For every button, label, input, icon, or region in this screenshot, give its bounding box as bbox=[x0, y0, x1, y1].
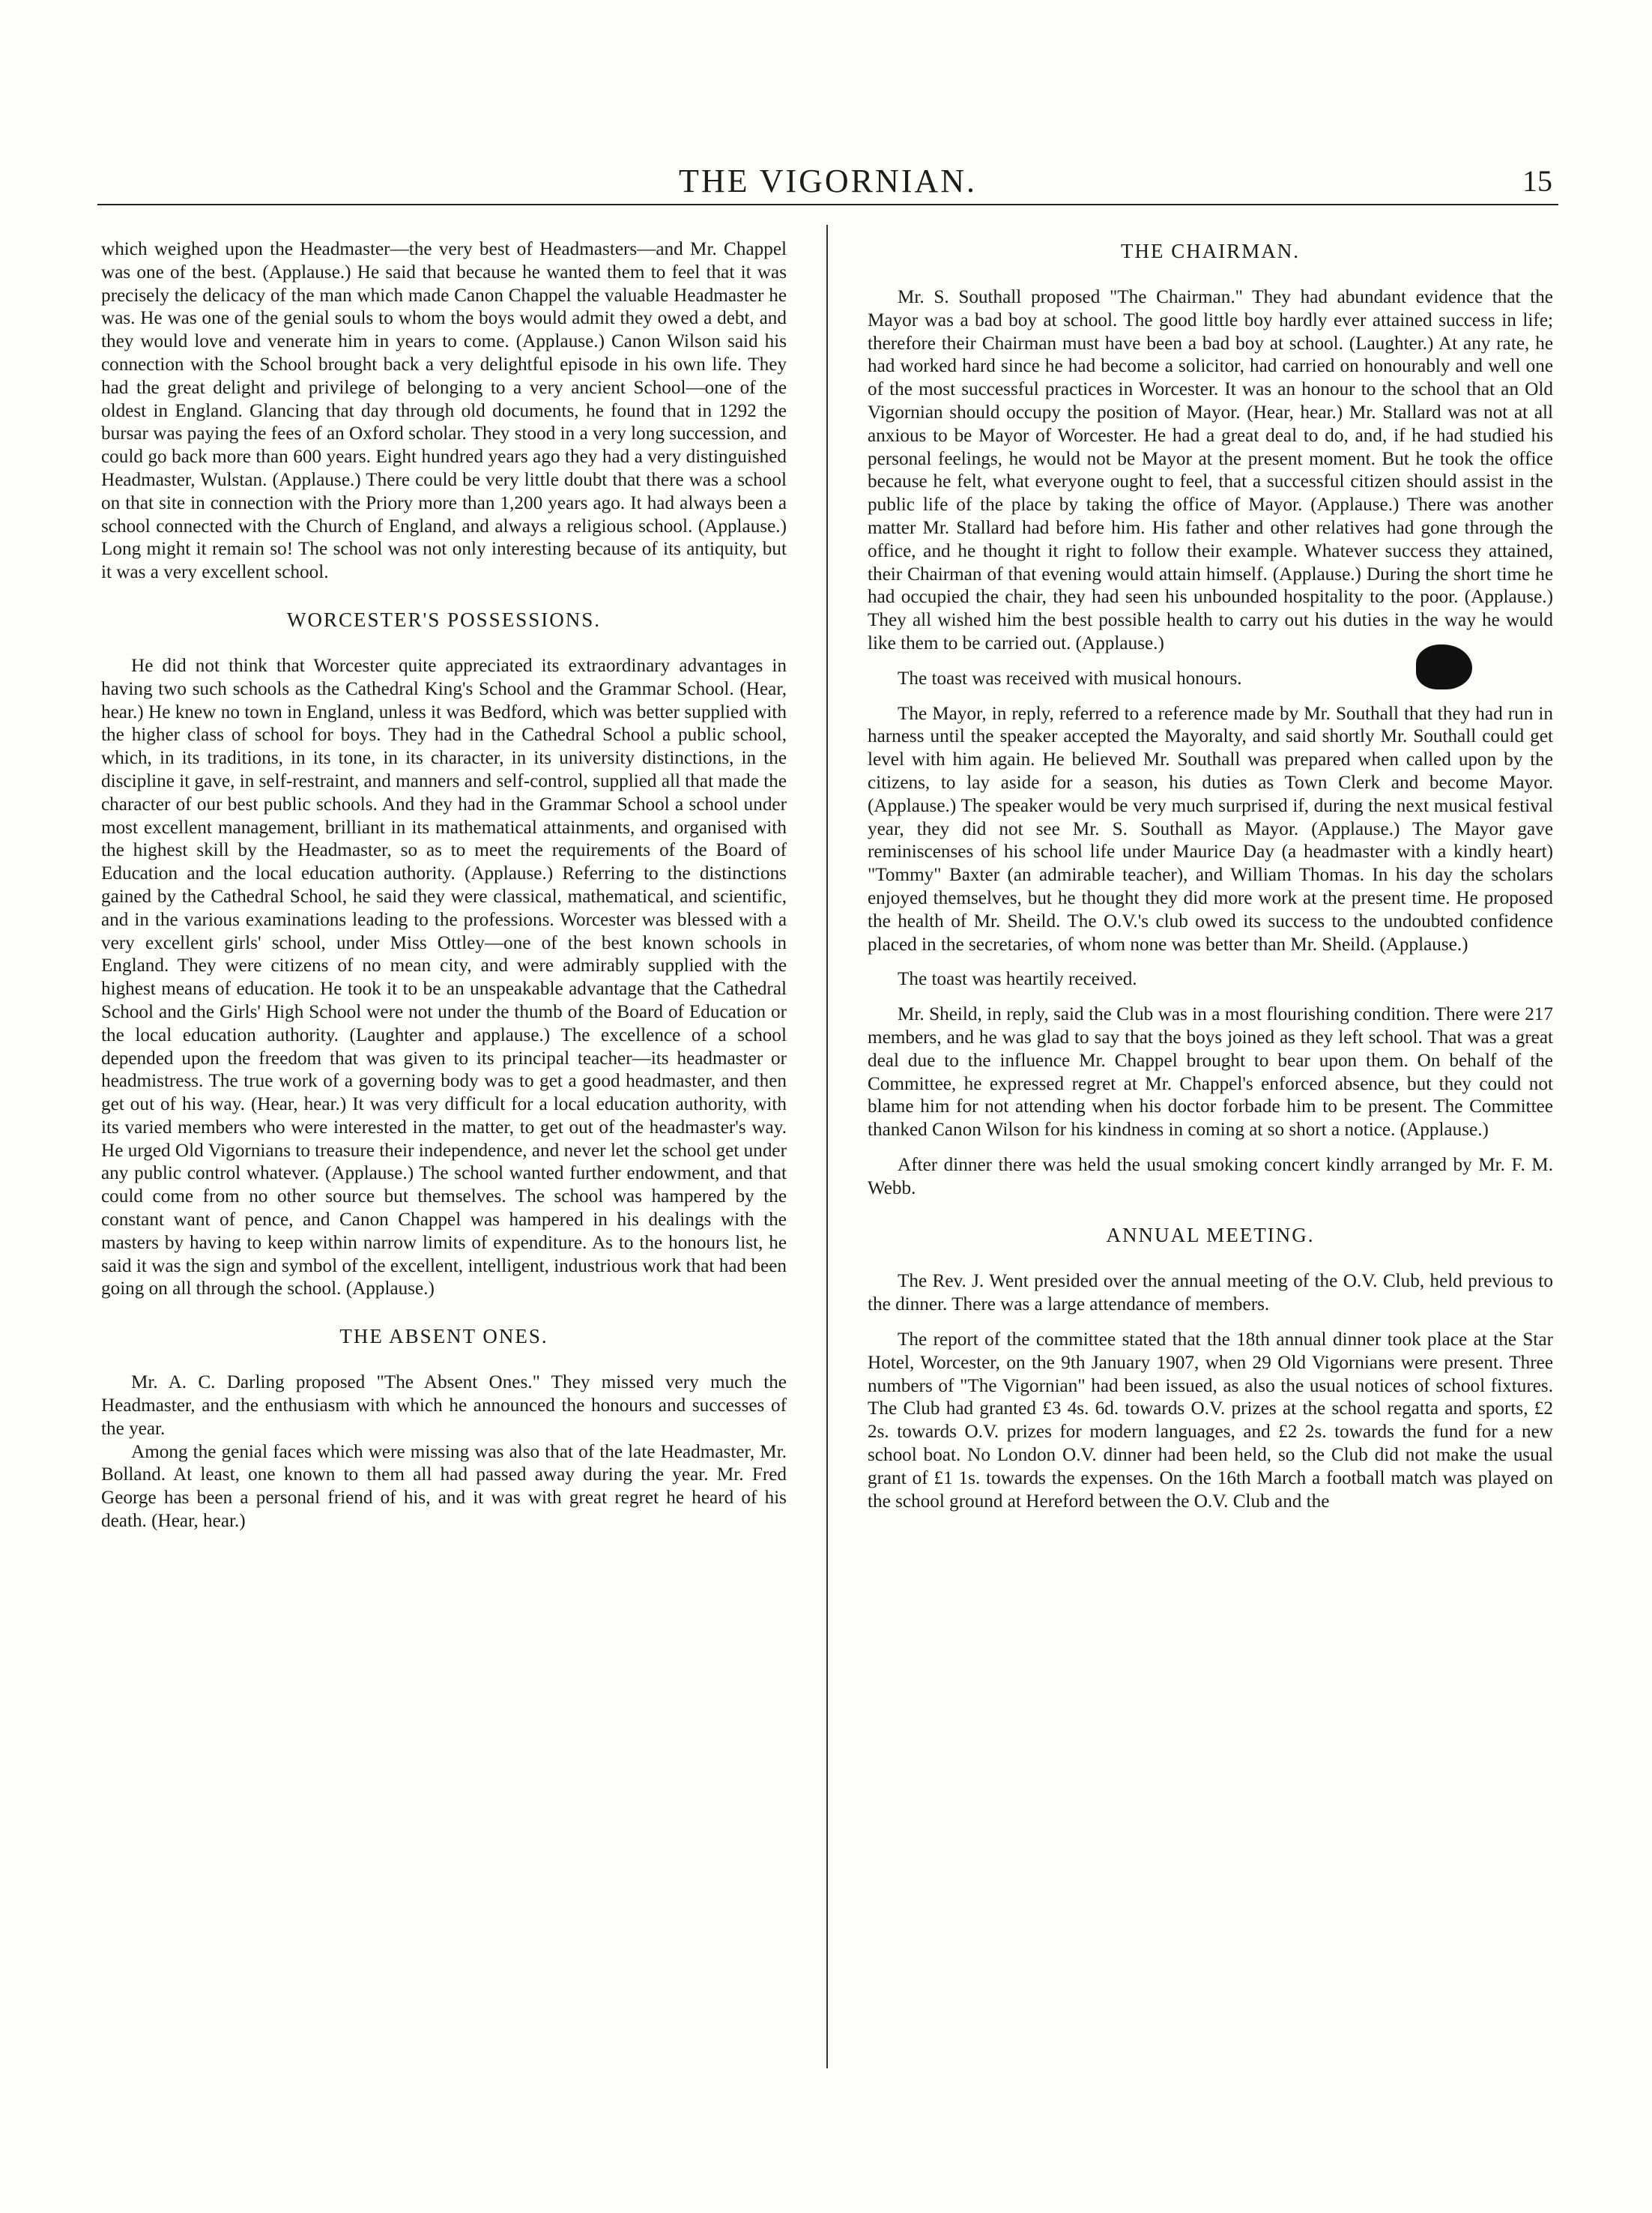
section-heading-chairman: THE CHAIRMAN. bbox=[1121, 240, 1300, 262]
section-heading-worcesters-possessions: WORCESTER'S POSSESSIONS. bbox=[287, 608, 601, 631]
column-divider bbox=[826, 225, 828, 2068]
page-header bbox=[97, 159, 1558, 205]
page-number: 15 bbox=[1522, 164, 1552, 198]
paragraph-sheild-reply: Mr. Sheild, in reply, said the Club was in a most flourishing condition. There were 217 members, and he was glad to say that the boys joined as they left school. That was a great deal due to the influence Mr. Chappel brought to bear upon them. On behalf of the Committee, he expressed regret at Mr. Chappel's enforced absence, but they could not blame him for not attending when his doctor forbade him to be present. The Committee thanked Canon Wilson for his kindness in coming at so short a notice. (Applause.) bbox=[868, 1004, 1553, 1141]
section-heading-annual-meeting: ANNUAL MEETING. bbox=[1106, 1224, 1315, 1247]
journal-title: THE VIGORNIAN. bbox=[678, 163, 978, 199]
left-column bbox=[101, 238, 787, 1533]
paragraph-toast-received: The toast was received with musical honours. bbox=[898, 668, 1242, 689]
paragraph-absent-ones: Mr. A. C. Darling proposed "The Absent Ones." They missed very much the Headmaster, and the enthusiasm with which he announced the honours and successes of the year. bbox=[101, 1372, 787, 1439]
ink-blot bbox=[1416, 644, 1472, 689]
paragraph-missing-faces: Among the genial faces which were missing was also that of the late Headmaster, Mr. Bolland. At least, one known to them all had passed away during the year. Mr. Fred George has been a personal friend of his, and it was with great regret he heard of his death. (Hear, hear.) bbox=[101, 1441, 787, 1532]
paragraph-toast-heartily: The toast was heartily received. bbox=[898, 969, 1137, 990]
right-column bbox=[868, 238, 1553, 1513]
paragraph-committee-report: The report of the committee stated that the 18th annual dinner took place at the Star Hotel, Worcester, on the 9th January 1907, when 29 Old Vigornians were present. Three numbers of "The Vigornian" had been issued, as also the usual notices of school fixtures. The Club had granted £3 4s. 6d. towards O.V. prizes at the school regatta and sports, £2 2s. towards O.V. prizes for modern languages, and £2 2s. towards the fund for a new school boat. No London O.V. dinner had been held, so the Club did not make the usual grant of £1 1s. towards the expenses. On the 16th March a football match was played on the school ground at Hereford between the O.V. Club and the bbox=[868, 1329, 1553, 1512]
paragraph-worcester: He did not think that Worcester quite appreciated its extraordinary advantages in having two such schools as the Cathedral King's School and the Grammar School. (Hear, hear.) He knew no town in England, unless it was Bedford, which was better supplied with the higher class of school for boys. They had in the Cathedral School a public school, which, in its traditions, in its tone, in its character, in its university distinctions, in the discipline it gave, in self-restraint, and manners and self-control, supplied all that made the character of our best public schools. And they had in the Grammar School a school under most excellent management, brilliant in its mathematical attainments, and organised with the highest skill by the Headmaster, so as to meet the requirements of the Board of Education and the local education authority. (Applause.) Referring to the distinctions gained by the Cathedral School, he said they were classical, mathematical, and scientific, and in the various examinations leading to the professions. Worcester was blessed with a very excellent girls' school, under Miss Ottley—one of the best known schools in England. They were citizens of no mean city, and were admirably supplied with the highest means of education. He took it to be an unspeakable advantage that the Cathedral School and the Girls' High School were not under the thumb of the Board of Education or the local education authority. (Laughter and applause.) The excellence of a school depended upon the freedom that was given to its principal teacher—its headmaster or headmistress. The true work of a governing body was to get a good headmaster, and then get out of his way. (Hear, hear.) It was very difficult for a local education authority, with its varied members who were interested in the matter, to get out of the headmaster's way. He urged Old Vigornians to treasure their independence, and never let the school get under any public control whatever. (Applause.) The school wanted further endowment, and that could come from no other source but themselves. The school was hampered by the constant want of pence, and Canon Chappel was hampered in his dealings with the masters by having to keep within narrow limits of expenditure. As to the honours list, he said it was the sign and symbol of the excellent, intelligent, industrious work that had been going on all through the school. (Applause.) bbox=[101, 655, 787, 1299]
paragraph-mayor-reply: The Mayor, in reply, referred to a reference made by Mr. Southall that they had run in harness until the speaker accepted the Mayoralty, and said shortly Mr. Southall could get level with him again. He believed Mr. Southall was prepared when called upon by the citizens, to lay aside for a season, his duties as Town Clerk and become Mayor. (Applause.) The speaker would be very much surprised if, during the next musical festival year, they did not see Mr. S. Southall as Mayor. (Applause.) The Mayor gave reminiscenses of his school life under Maurice Day (a headmaster with a kindly heart) "Tommy" Baxter (an admirable teacher), and William Thomas. In his day the scholars enjoyed themselves, but he thought they did more work at the present time. He proposed the health of Mr. Sheild. The O.V.'s club owed its success to the undoubted confidence placed in the secretaries, of whom none was better than Mr. Sheild. (Applause.) bbox=[868, 703, 1553, 955]
paragraph-continuation: which weighed upon the Headmaster—the very best of Headmasters—and Mr. Chappel was one of the best. (Applause.) He said that because he wanted them to feel that it was precisely the delicacy of the man which made Canon Chappel the valuable Headmaster he was. He was one of the genial souls to whom the boys would admit they owed a debt, and they would love and venerate him in years to come. (Applause.) Canon Wilson said his connection with the School brought back a very delightful episode in his own life. They had the great delight and privilege of belonging to a very ancient School—one of the oldest in England. Glancing that day through old documents, he found that in 1292 the bursar was paying the fees of an Oxford scholar. They stood in a very long succession, and could go back more than 600 years. Eight hundred years ago they had a very distinguished Headmaster, Wulstan. (Applause.) There could be very little doubt that there was a school on that site in connection with the Priory more than 1,200 years ago. It had always been a school connected with the Church of England, and always a religious school. (Applause.) Long might it remain so! The school was not only interesting because of its antiquity, but it was a very excellent school. bbox=[101, 239, 787, 583]
paragraph-annual-meeting: The Rev. J. Went presided over the annual meeting of the O.V. Club, held previous to the dinner. There was a large attendance of members. bbox=[868, 1271, 1553, 1315]
section-heading-absent-ones: THE ABSENT ONES. bbox=[339, 1325, 548, 1348]
paragraph-chairman-toast: Mr. S. Southall proposed "The Chairman." They had abundant evidence that the Mayor was a bad boy at school. The good little boy hardly ever attained success in life; therefore their Chairman must have been a bad boy at school. (Laughter.) At any rate, he had worked hard since he had become a solicitor, had carried on honourably and well one of the most successful practices in Worcester. It was an honour to the school that an Old Vigornian should occupy the position of Mayor. (Hear, hear.) Mr. Stallard was not at all anxious to be Mayor of Worcester. He had a great deal to do, and, if he had studied his personal feelings, he would not be Mayor at the present moment. But he took the office because he felt, what everyone ought to feel, that a successful citizen should assist in the public life of the place by taking the office of Mayor. (Applause.) There was another matter Mr. Stallard had before him. His father and other relatives had gone through the office, and he thought it right to follow their example. Whatever success they attained, their Chairman of that evening would attain himself. (Applause.) During the short time he had occupied the chair, they had seen his unbounded hospitality to the poor. (Applause.) They all wished him the best possible health to carry out his duties in the way he would like them to be carried out. (Applause.) bbox=[868, 287, 1553, 653]
paragraph-smoking-concert: After dinner there was held the usual smoking concert kindly arranged by Mr. F. M. Webb. bbox=[868, 1154, 1553, 1198]
